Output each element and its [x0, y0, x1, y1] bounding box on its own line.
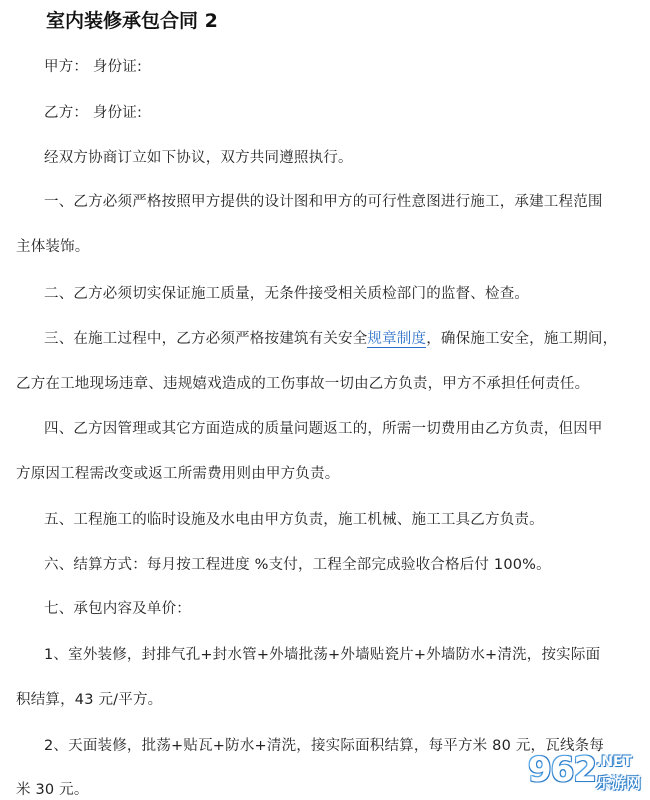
site-watermark-logo — [514, 750, 644, 796]
clause-7-heading: 七、承包内容及单价： — [44, 601, 191, 617]
clause-3-text-b: ，确保施工安全，施工期间， — [426, 331, 618, 347]
clause-4-line-1: 四、乙方因管理或其它方面造成的质量问题返工的，所需一切费用由乙方负责，但因甲 — [44, 421, 603, 437]
watermark-label: 乐游网 — [596, 774, 642, 792]
clause-1-line-2: 主体装饰。 — [16, 239, 90, 255]
clause-2: 二、乙方必须切实保证施工质量，无条件接受相关质检部门的监督、检查。 — [44, 286, 530, 302]
watermark-number: 962 — [528, 750, 596, 790]
party-a-line: 甲方： 身份证: — [44, 59, 143, 75]
clause-3-text-a: 三、在施工过程中，乙方必须严格按建筑有关安全 — [44, 331, 368, 347]
regulations-link[interactable]: 规章制度 — [367, 331, 427, 347]
agreement-intro: 经双方协商订立如下协议，双方共同遵照执行。 — [44, 150, 353, 166]
party-b-line: 乙方： 身份证: — [44, 105, 143, 121]
item-1-line-1: 1、室外装修，封排气孔+封水管+外墙批荡+外墙贴瓷片+外墙防水+清洗，按实际面 — [44, 647, 601, 663]
document-title: 室内装修承包合同 2 — [46, 10, 218, 32]
clause-6: 六、结算方式：每月按工程进度 %支付，工程全部完成验收合格后付 100%。 — [44, 557, 551, 573]
clause-3-line-1 — [44, 327, 617, 348]
watermark-suffix: .NET — [596, 754, 633, 770]
clause-3-line-2: 乙方在工地现场违章、违规嬉戏造成的工伤事故一切由乙方负责，甲方不承担任何责任。 — [16, 376, 590, 392]
item-2-line-2: 米 30 元。 — [16, 782, 89, 798]
clause-5: 五、工程施工的临时设施及水电由甲方负责，施工机械、施工工具乙方负责。 — [44, 512, 544, 528]
clause-4-line-2: 方原因工程需改变或返工所需费用则由甲方负责。 — [16, 466, 340, 482]
item-2-line-1: 2、天面装修，批荡+贴瓦+防水+清洗，接实际面积结算，每平方米 80 元，瓦线条每 — [44, 738, 605, 754]
item-1-line-2: 积结算，43 元/平方。 — [16, 692, 163, 708]
clause-1-line-1: 一、乙方必须严格按照甲方提供的设计图和甲方的可行性意图进行施工，承建工程范围 — [44, 194, 603, 210]
